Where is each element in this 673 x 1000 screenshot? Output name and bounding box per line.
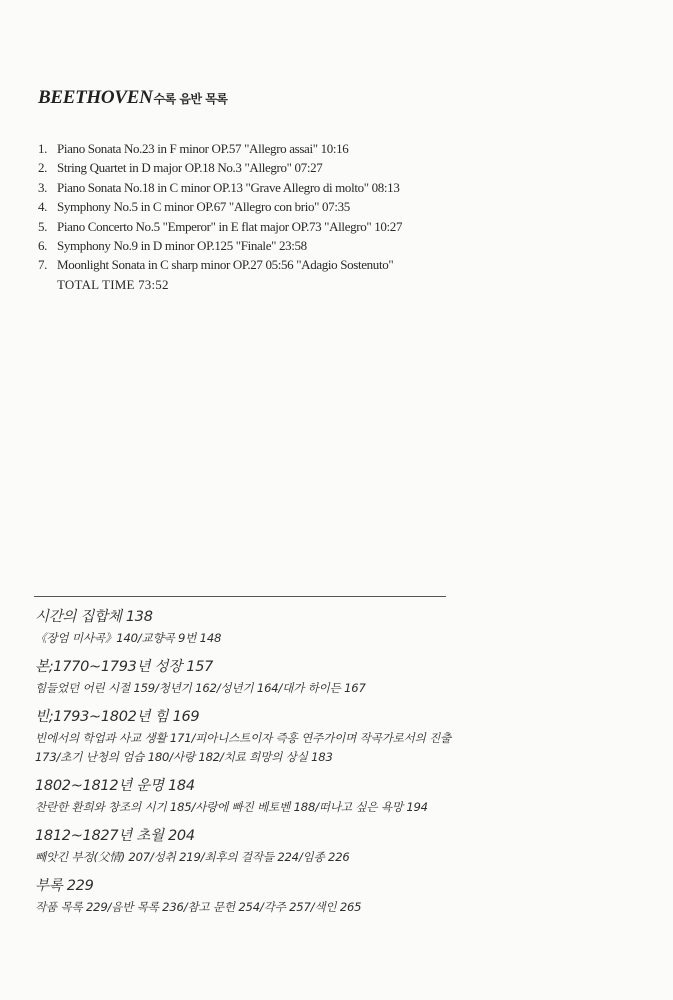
track-title: Moonlight Sonata in C sharp minor OP.27 05:56 "Adagio Sostenuto"	[57, 257, 394, 273]
track-number: 6.	[38, 238, 48, 254]
heading-title: BEETHOVEN	[38, 87, 153, 108]
toc-section-title: 시간의 집합체 138	[35, 609, 153, 625]
track-number: 4.	[38, 199, 48, 215]
toc-section-entries: 빈에서의 학업과 사교 생활 171/피아니스트이자 즉흥 연주가이며 작곡가로서의 진출 173/초기 난청의 엄습 180/사랑 182/치료 희망의 상실 183	[35, 731, 452, 764]
track-item	[38, 217, 402, 236]
track-list	[38, 139, 402, 294]
toc-section-title: 1802~1812년 운명 184	[35, 778, 195, 794]
toc-section-entries: 빼앗긴 부정(父情) 207/성취 219/최후의 걸작들 224/임종 226	[35, 850, 350, 864]
toc-section-title: 빈;1793~1802년 힘 169	[35, 709, 200, 725]
track-item	[38, 158, 402, 177]
track-item	[38, 197, 402, 216]
track-number: 2.	[38, 160, 48, 176]
track-item	[38, 255, 402, 274]
toc-section-title: 부록 229	[35, 878, 94, 894]
toc-section-title: 1812~1827년 초월 204	[35, 828, 195, 844]
track-item	[38, 236, 402, 255]
toc-section	[35, 655, 455, 698]
track-item	[38, 139, 402, 158]
album-list-heading	[38, 87, 227, 109]
track-title: Symphony No.9 in D minor OP.125 "Finale" 23:58	[57, 238, 307, 254]
track-number: 1.	[38, 141, 48, 156]
track-title: Piano Sonata No.18 in C minor OP.13 "Grave Allegro di molto" 08:13	[57, 179, 400, 195]
heading-subtitle: 수록 음반 목록	[153, 92, 228, 106]
table-of-contents	[35, 605, 455, 924]
track-number: 3.	[38, 179, 48, 195]
toc-section-title: 본;1770~1793년 성장 157	[35, 659, 214, 675]
toc-section-entries: 힘들었던 어린 시절 159/청년기 162/성년기 164/대가 하이든 167	[35, 681, 366, 695]
toc-section	[35, 824, 455, 867]
toc-section	[35, 705, 455, 767]
track-title: String Quartet in D major OP.18 No.3 "Allegro" 07:27	[57, 160, 323, 176]
toc-section	[35, 605, 455, 648]
toc-section-entries: 찬란한 환희와 창조의 시기 185/사랑에 빠진 베토벤 188/떠나고 싶은 욕망 194	[35, 800, 428, 814]
track-title: Symphony No.5 in C minor OP.67 "Allegro con brio" 07:35	[57, 199, 350, 215]
toc-section	[35, 774, 455, 817]
toc-section-entries: 작품 목록 229/음반 목록 236/참고 문헌 254/각주 257/색인 265	[35, 900, 362, 914]
track-title: Piano Concerto No.5 "Emperor" in E flat major OP.73 "Allegro" 10:27	[57, 218, 403, 234]
total-time: TOTAL TIME 73:52	[57, 276, 169, 292]
track-item	[38, 178, 402, 197]
track-number: 7.	[38, 257, 48, 273]
toc-section	[35, 874, 455, 917]
track-number: 5.	[38, 218, 48, 234]
toc-section-entries: 《장엄 미사곡》140/교향곡 9번 148	[35, 631, 222, 645]
section-divider	[34, 596, 446, 597]
track-title: Piano Sonata No.23 in F minor OP.57 "Allegro assai" 10:16	[57, 141, 349, 156]
